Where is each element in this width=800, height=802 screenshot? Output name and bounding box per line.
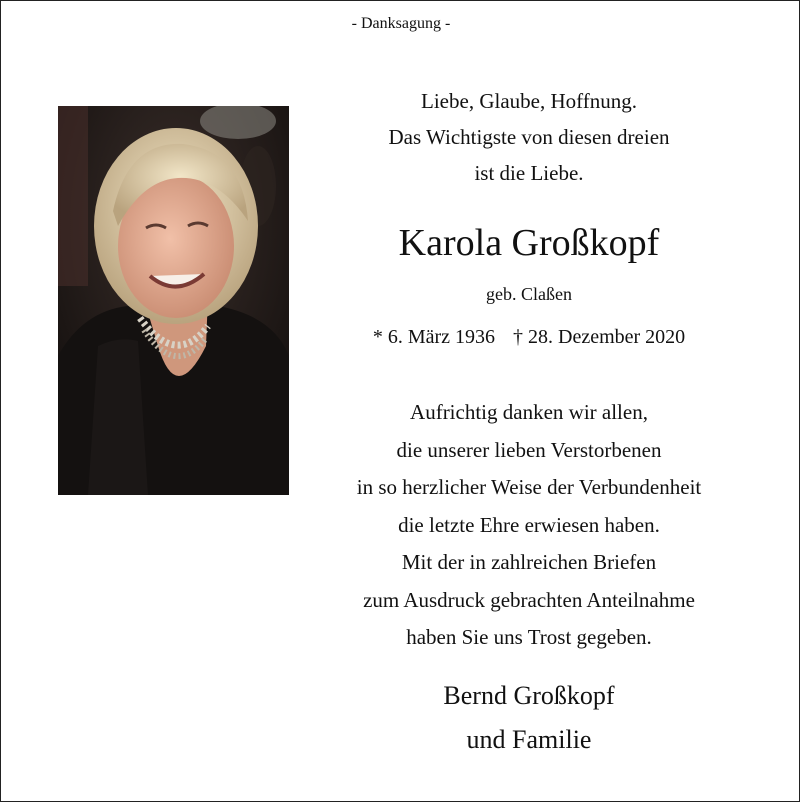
signature-block	[301, 674, 757, 762]
deceased-name: Karola Großkopf	[398, 222, 660, 264]
verse-line: Liebe, Glaube, Hoffnung.	[421, 89, 637, 113]
portrait-photo	[58, 106, 289, 495]
thanks-line: haben Sie uns Trost gegeben.	[406, 625, 652, 649]
verse-line: ist die Liebe.	[474, 161, 584, 185]
signature-line: Bernd Großkopf	[443, 681, 615, 710]
thanks-line: in so herzlicher Weise der Verbundenheit	[356, 475, 702, 499]
thanks-line: Aufrichtig danken wir allen,	[410, 400, 648, 424]
thanks-line: die unserer lieben Verstorbenen	[396, 437, 662, 462]
verse-line: Das Wichtigste von diesen dreien	[388, 125, 670, 149]
thanks-line: die letzte Ehre erwiesen haben.	[398, 512, 660, 537]
thanks-line: zum Ausdruck gebrachten Anteilnahme	[363, 587, 695, 612]
birth-date: * 6. März 1936	[372, 326, 496, 348]
life-dates	[301, 321, 757, 353]
portrait-illustration	[58, 106, 289, 495]
verse-block	[301, 83, 757, 191]
header-title: - Danksagung -	[351, 15, 451, 32]
death-date: † 28. Dezember 2020	[513, 326, 686, 348]
thanks-text	[301, 394, 757, 657]
thanks-line: Mit der in zahlreichen Briefen	[401, 550, 657, 574]
birth-name: geb. Claßen	[486, 284, 572, 304]
signature-line: und Familie	[466, 725, 592, 754]
